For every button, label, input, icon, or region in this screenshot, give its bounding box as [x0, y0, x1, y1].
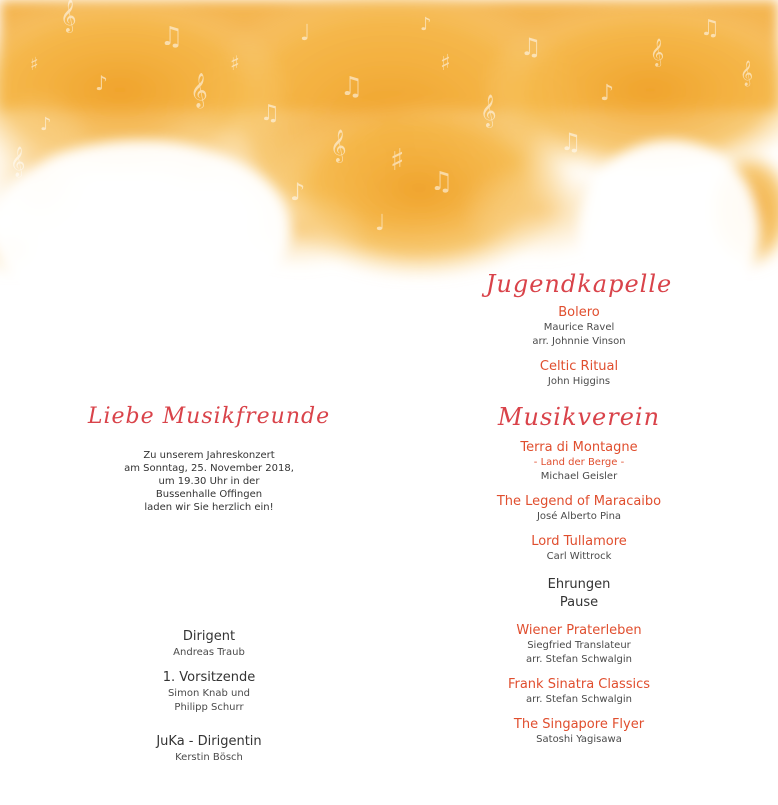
- piece-composer: Carl Wittrock: [546, 551, 612, 562]
- roles-list: [40, 628, 378, 774]
- piece-subtitle: - Land der Berge -: [533, 457, 625, 468]
- role-name: Andreas Traub: [173, 647, 245, 658]
- role-title: JuKa - Dirigentin: [156, 734, 262, 749]
- treble-clef-icon: 𝄞: [190, 73, 208, 108]
- program-column: [410, 270, 748, 756]
- honors-label: Ehrungen: [547, 577, 611, 592]
- piece-arranger: arr. Stefan Schwalgin: [526, 654, 632, 665]
- greeting-line: am Sonntag, 25. November 2018,: [124, 463, 294, 474]
- program-item: [410, 439, 748, 484]
- left-column: [40, 404, 378, 514]
- program-item: [410, 716, 748, 747]
- sharp-icon: ♯: [230, 51, 240, 75]
- role-chair: [40, 669, 378, 715]
- treble-clef-icon: 𝄞: [330, 129, 347, 162]
- treble-clef-icon: 𝄞: [650, 38, 665, 66]
- greeting-heading: Liebe Musikfreunde: [87, 404, 331, 429]
- piece-title: The Singapore Flyer: [513, 717, 645, 732]
- beamed-note-icon: ♫: [260, 101, 280, 126]
- piece-composer: Satoshi Yagisawa: [536, 734, 622, 745]
- program-item: [410, 358, 748, 389]
- beamed-note-icon: ♫: [340, 72, 364, 102]
- greeting-line: Zu unserem Jahreskonzert: [143, 450, 275, 461]
- piece-title: Celtic Ritual: [539, 359, 619, 374]
- eighth-note-icon: ♩: [300, 21, 311, 46]
- beamed-note-icon: ♫: [560, 128, 582, 156]
- treble-clef-icon: 𝄞: [740, 61, 754, 86]
- greeting-text: [40, 449, 378, 514]
- program-item: [410, 676, 748, 707]
- section-heading-musikverein: Musikverein: [497, 403, 661, 431]
- eighth-note-icon: ♪: [600, 81, 615, 106]
- piece-composer: Siegfried Translateur: [527, 640, 631, 651]
- program-item: [410, 493, 748, 524]
- eighth-note-icon: ♪: [40, 114, 52, 135]
- sharp-icon: ♯: [440, 51, 451, 76]
- intermission: [410, 576, 748, 612]
- role-name: Simon Knab und: [167, 688, 251, 699]
- program-item: [410, 622, 748, 667]
- sharp-icon: ♯: [390, 143, 405, 178]
- piece-title: Frank Sinatra Classics: [507, 677, 651, 692]
- piece-title: Wiener Praterleben: [516, 623, 642, 638]
- eighth-note-icon: ♪: [95, 71, 108, 95]
- piece-arranger: arr. Johnnie Vinson: [532, 336, 626, 347]
- beamed-note-icon: ♫: [520, 33, 542, 61]
- piece-title: Bolero: [558, 305, 600, 320]
- beamed-note-icon: ♫: [700, 16, 720, 41]
- eighth-note-icon: ♪: [420, 14, 432, 35]
- role-title: Dirigent: [182, 629, 236, 644]
- pause-label: Pause: [559, 595, 599, 610]
- sharp-icon: ♯: [30, 54, 39, 75]
- role-name: Kerstin Bösch: [175, 752, 243, 763]
- treble-clef-icon: 𝄞: [480, 94, 497, 127]
- greeting-line: laden wir Sie herzlich ein!: [144, 502, 274, 513]
- eighth-note-icon: ♫: [160, 22, 184, 52]
- role-conductor: [40, 628, 378, 660]
- piece-title: Lord Tullamore: [531, 534, 627, 549]
- eighth-note-icon: ♪: [290, 178, 306, 206]
- piece-title: The Legend of Maracaibo: [496, 494, 662, 509]
- role-youth-conductor: [40, 733, 378, 765]
- greeting-line: Bussenhalle Offingen: [155, 489, 263, 500]
- piece-composer: Maurice Ravel: [543, 322, 615, 333]
- piece-composer: José Alberto Pina: [536, 511, 622, 522]
- section-heading-jugendkapelle: Jugendkapelle: [485, 270, 673, 298]
- eighth-note-icon: ♩: [375, 211, 386, 236]
- treble-clef-icon: 𝄞: [60, 0, 77, 32]
- program-item: [410, 533, 748, 564]
- piece-title: Terra di Montagne: [520, 440, 638, 455]
- role-name: Philipp Schurr: [174, 702, 244, 713]
- piece-arranger: arr. Stefan Schwalgin: [526, 694, 632, 705]
- treble-clef-icon: 𝄞: [10, 147, 26, 177]
- piece-composer: John Higgins: [547, 376, 611, 387]
- role-title: 1. Vorsitzende: [162, 670, 256, 685]
- greeting-line: um 19.30 Uhr in der: [158, 476, 260, 487]
- beamed-note-icon: ♫: [430, 167, 454, 197]
- program-item: [410, 304, 748, 349]
- piece-composer: Michael Geisler: [540, 471, 618, 482]
